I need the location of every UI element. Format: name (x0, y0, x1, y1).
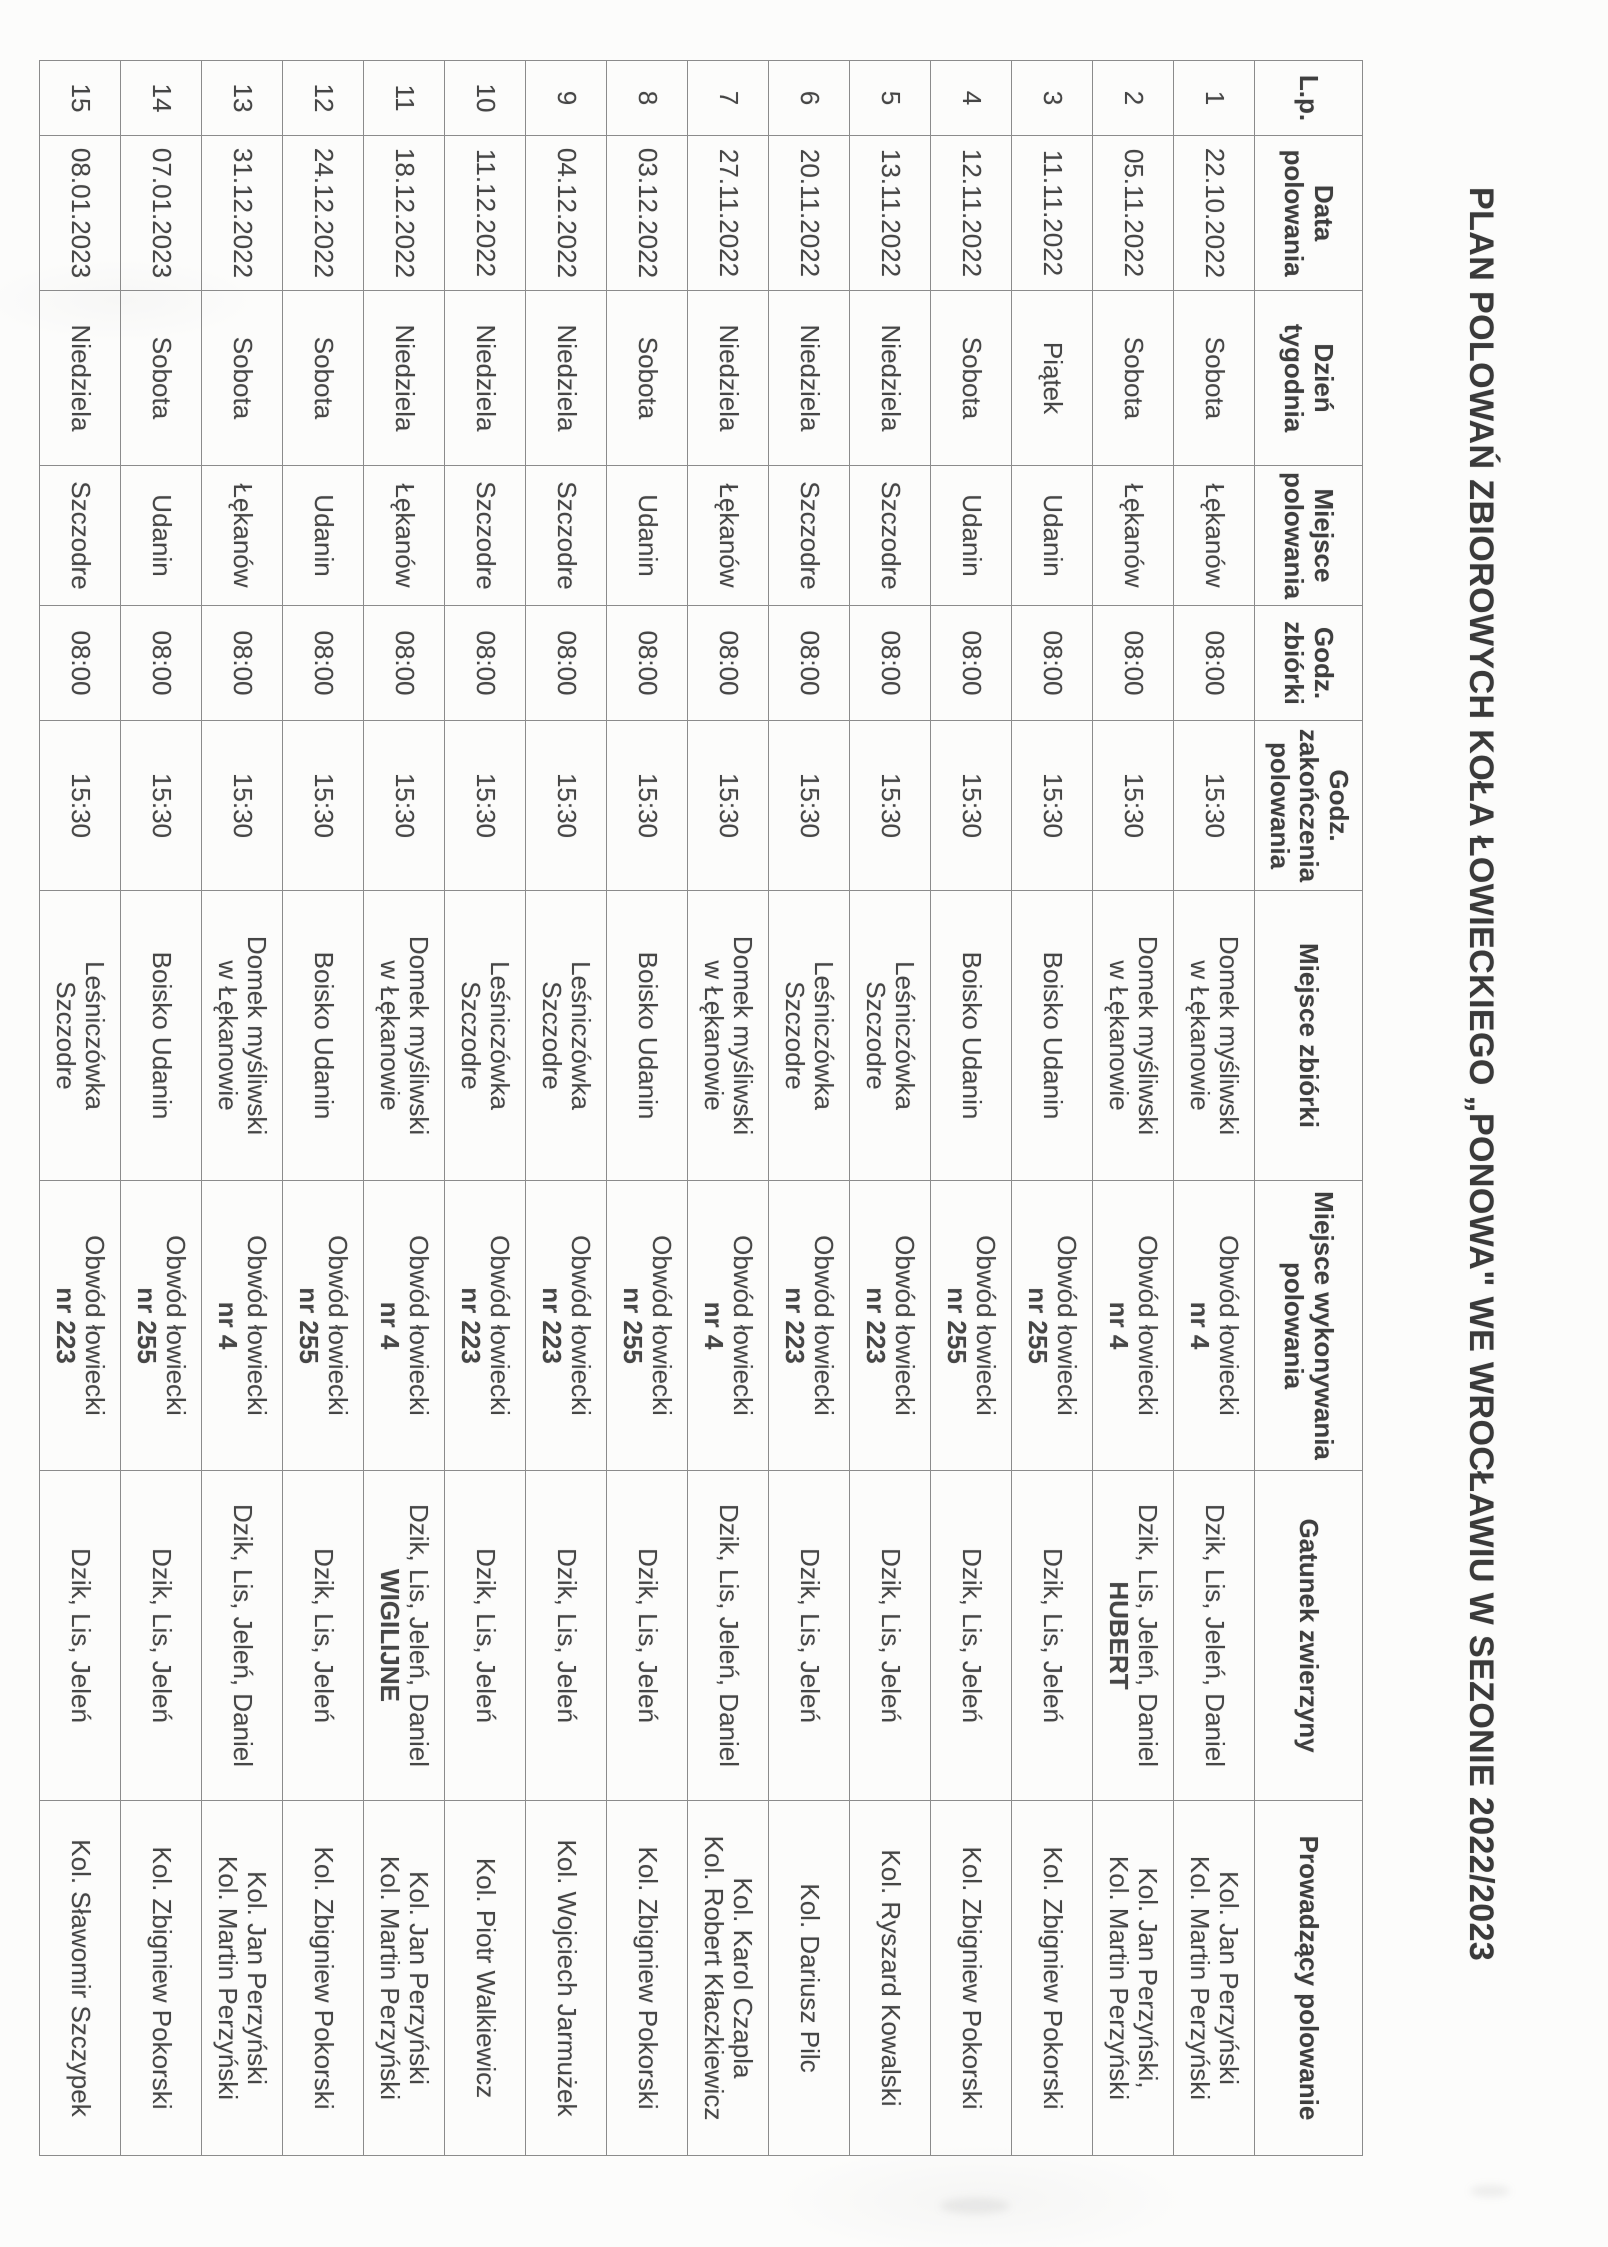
cell-date: 27.11.2022 (688, 136, 769, 291)
cell-meeting-place: Leśniczówka Szczodre (40, 891, 121, 1181)
cell-end-time: 15:30 (121, 721, 202, 891)
cell-date: 08.01.2023 (40, 136, 121, 291)
cell-lp: 13 (202, 61, 283, 136)
cell-place: Szczodre (850, 466, 931, 606)
bold-note: nr 4 (213, 1301, 243, 1350)
cell-day: Niedziela (364, 291, 445, 466)
cell-start-time: 08:00 (1012, 606, 1093, 721)
cell-hunting-area: Obwód łowiecki nr 223 (445, 1181, 526, 1471)
bold-note: nr 223 (51, 1287, 81, 1364)
cell-leaders: Kol. Zbigniew Pokorski (931, 1801, 1012, 2156)
cell-end-time: 15:30 (40, 721, 121, 891)
cell-date: 18.12.2022 (364, 136, 445, 291)
bold-note: HUBERT (1104, 1581, 1134, 1690)
table-row (364, 61, 445, 2156)
cell-start-time: 08:00 (202, 606, 283, 721)
cell-meeting-place: Leśniczówka Szczodre (526, 891, 607, 1181)
cell-place: Łękanów (688, 466, 769, 606)
cell-species: Dzik, Lis, Jeleń, Daniel (688, 1471, 769, 1801)
cell-leaders: Kol. Jan Perzyński Kol. Martin Perzyński (364, 1801, 445, 2156)
bold-note: nr 223 (456, 1287, 486, 1364)
bold-note: nr 4 (1185, 1301, 1215, 1350)
table-row (607, 61, 688, 2156)
bold-note: nr 4 (1104, 1301, 1134, 1350)
cell-place: Udanin (121, 466, 202, 606)
column-header-9: Prowadzący polowanie (1255, 1801, 1363, 2156)
column-header-3: Miejsce polowania (1255, 466, 1363, 606)
cell-meeting-place: Leśniczówka Szczodre (850, 891, 931, 1181)
cell-hunting-area: Obwód łowiecki nr 223 (40, 1181, 121, 1471)
cell-lp: 4 (931, 61, 1012, 136)
cell-end-time: 15:30 (607, 721, 688, 891)
cell-meeting-place: Domek myśliwski w Łękanowie (1093, 891, 1174, 1181)
document-title: PLAN POLOWAŃ ZBIOROWYCH KOŁA ŁOWIECKIEGO „PONOWA" WE WROCŁAWIU W SEZONIE 2022/2023 (1462, 187, 1500, 1962)
column-header-7: Miejsce wykonywania polowania (1255, 1181, 1363, 1471)
cell-date: 20.11.2022 (769, 136, 850, 291)
cell-species: Dzik, Lis, Jeleń (850, 1471, 931, 1801)
cell-start-time: 08:00 (850, 606, 931, 721)
cell-start-time: 08:00 (364, 606, 445, 721)
bold-note: nr 255 (942, 1287, 972, 1364)
cell-hunting-area: Obwód łowiecki nr 4 (202, 1181, 283, 1471)
cell-day: Niedziela (445, 291, 526, 466)
cell-leaders: Kol. Dariusz Pilc (769, 1801, 850, 2156)
bold-note: nr 255 (294, 1287, 324, 1364)
cell-place: Udanin (1012, 466, 1093, 606)
table-row (850, 61, 931, 2156)
hunting-plan-table (39, 60, 1363, 2156)
cell-species: Dzik, Lis, Jeleń, Daniel WIGILIJNE (364, 1471, 445, 1801)
cell-place: Udanin (607, 466, 688, 606)
cell-lp: 1 (1174, 61, 1255, 136)
cell-species: Dzik, Lis, Jeleń, Daniel (1174, 1471, 1255, 1801)
table-row (526, 61, 607, 2156)
cell-place: Łękanów (1093, 466, 1174, 606)
header-row (1255, 61, 1363, 2156)
cell-leaders: Kol. Ryszard Kowalski (850, 1801, 931, 2156)
cell-end-time: 15:30 (769, 721, 850, 891)
cell-date: 31.12.2022 (202, 136, 283, 291)
cell-start-time: 08:00 (688, 606, 769, 721)
bold-note: nr 255 (618, 1287, 648, 1364)
cell-end-time: 15:30 (1012, 721, 1093, 891)
bold-note: nr 223 (861, 1287, 891, 1364)
cell-leaders: Kol. Jan Perzyński, Kol. Martin Perzyński (1093, 1801, 1174, 2156)
cell-day: Sobota (931, 291, 1012, 466)
cell-meeting-place: Domek myśliwski w Łękanowie (1174, 891, 1255, 1181)
cell-hunting-area: Obwód łowiecki nr 4 (688, 1181, 769, 1471)
bold-note: nr 4 (375, 1301, 405, 1350)
scan-smudge (940, 2198, 1010, 2214)
cell-lp: 5 (850, 61, 931, 136)
cell-lp: 12 (283, 61, 364, 136)
cell-hunting-area: Obwód łowiecki nr 223 (850, 1181, 931, 1471)
cell-species: Dzik, Lis, Jeleń (526, 1471, 607, 1801)
cell-hunting-area: Obwód łowiecki nr 255 (931, 1181, 1012, 1471)
cell-start-time: 08:00 (526, 606, 607, 721)
table-row (202, 61, 283, 2156)
column-header-4: Godz. zbiórki (1255, 606, 1363, 721)
cell-hunting-area: Obwód łowiecki nr 255 (1012, 1181, 1093, 1471)
cell-hunting-area: Obwód łowiecki nr 4 (1093, 1181, 1174, 1471)
cell-day: Sobota (283, 291, 364, 466)
table-row (121, 61, 202, 2156)
cell-lp: 7 (688, 61, 769, 136)
cell-lp: 3 (1012, 61, 1093, 136)
cell-end-time: 15:30 (1093, 721, 1174, 891)
cell-hunting-area: Obwód łowiecki nr 255 (607, 1181, 688, 1471)
column-header-5: Godz. zakończenia polowania (1255, 721, 1363, 891)
cell-leaders: Kol. Piotr Walkiewicz (445, 1801, 526, 2156)
cell-date: 11.11.2022 (1012, 136, 1093, 291)
cell-lp: 11 (364, 61, 445, 136)
cell-lp: 8 (607, 61, 688, 136)
cell-place: Szczodre (40, 466, 121, 606)
cell-end-time: 15:30 (850, 721, 931, 891)
table-row (445, 61, 526, 2156)
cell-species: Dzik, Lis, Jeleń (769, 1471, 850, 1801)
table-row (1174, 61, 1255, 2156)
table-row (769, 61, 850, 2156)
table-row (1093, 61, 1174, 2156)
cell-leaders: Kol. Karol Czapla Kol. Robert Kłaczkiewicz (688, 1801, 769, 2156)
cell-leaders: Kol. Sławomir Szczypek (40, 1801, 121, 2156)
cell-place: Udanin (931, 466, 1012, 606)
cell-lp: 9 (526, 61, 607, 136)
table-row (931, 61, 1012, 2156)
cell-end-time: 15:30 (283, 721, 364, 891)
cell-start-time: 08:00 (445, 606, 526, 721)
cell-start-time: 08:00 (931, 606, 1012, 721)
cell-start-time: 08:00 (283, 606, 364, 721)
cell-date: 03.12.2022 (607, 136, 688, 291)
cell-end-time: 15:30 (1174, 721, 1255, 891)
column-header-6: Miejsce zbiórki (1255, 891, 1363, 1181)
cell-date: 05.11.2022 (1093, 136, 1174, 291)
cell-leaders: Kol. Zbigniew Pokorski (283, 1801, 364, 2156)
cell-place: Łękanów (202, 466, 283, 606)
cell-leaders: Kol. Zbigniew Pokorski (121, 1801, 202, 2156)
cell-day: Sobota (202, 291, 283, 466)
cell-start-time: 08:00 (121, 606, 202, 721)
cell-hunting-area: Obwód łowiecki nr 223 (526, 1181, 607, 1471)
cell-place: Szczodre (526, 466, 607, 606)
cell-end-time: 15:30 (445, 721, 526, 891)
column-header-0: L.p. (1255, 61, 1363, 136)
cell-start-time: 08:00 (607, 606, 688, 721)
bold-note: nr 4 (699, 1301, 729, 1350)
scan-smudge (1470, 2185, 1510, 2197)
column-header-8: Gatunek zwierzyny (1255, 1471, 1363, 1801)
cell-lp: 2 (1093, 61, 1174, 136)
cell-leaders: Kol. Jan Perzyński Kol. Martin Perzyński (202, 1801, 283, 2156)
cell-day: Niedziela (526, 291, 607, 466)
cell-hunting-area: Obwód łowiecki nr 223 (769, 1181, 850, 1471)
cell-place: Szczodre (445, 466, 526, 606)
cell-end-time: 15:30 (931, 721, 1012, 891)
cell-species: Dzik, Lis, Jeleń (121, 1471, 202, 1801)
cell-day: Niedziela (769, 291, 850, 466)
cell-meeting-place: Boisko Udanin (607, 891, 688, 1181)
cell-meeting-place: Leśniczówka Szczodre (769, 891, 850, 1181)
cell-end-time: 15:30 (202, 721, 283, 891)
cell-hunting-area: Obwód łowiecki nr 4 (1174, 1181, 1255, 1471)
cell-date: 13.11.2022 (850, 136, 931, 291)
cell-meeting-place: Boisko Udanin (1012, 891, 1093, 1181)
cell-start-time: 08:00 (1093, 606, 1174, 721)
cell-hunting-area: Obwód łowiecki nr 255 (283, 1181, 364, 1471)
cell-species: Dzik, Lis, Jeleń, Daniel (202, 1471, 283, 1801)
cell-start-time: 08:00 (1174, 606, 1255, 721)
bold-note: nr 223 (780, 1287, 810, 1364)
cell-day: Sobota (1093, 291, 1174, 466)
cell-day: Sobota (121, 291, 202, 466)
cell-hunting-area: Obwód łowiecki nr 255 (121, 1181, 202, 1471)
cell-date: 04.12.2022 (526, 136, 607, 291)
cell-date: 24.12.2022 (283, 136, 364, 291)
cell-place: Łękanów (1174, 466, 1255, 606)
cell-end-time: 15:30 (526, 721, 607, 891)
table-row (40, 61, 121, 2156)
bold-note: WIGILIJNE (375, 1569, 405, 1702)
cell-date: 12.11.2022 (931, 136, 1012, 291)
bold-note: nr 255 (1023, 1287, 1053, 1364)
bold-note: nr 223 (537, 1287, 567, 1364)
cell-day: Niedziela (850, 291, 931, 466)
column-header-2: Dzień tygodnia (1255, 291, 1363, 466)
cell-date: 11.12.2022 (445, 136, 526, 291)
cell-meeting-place: Domek myśliwski w Łękanowie (364, 891, 445, 1181)
table-row (1012, 61, 1093, 2156)
cell-leaders: Kol. Wojciech Jarmużek (526, 1801, 607, 2156)
cell-day: Sobota (1174, 291, 1255, 466)
cell-lp: 15 (40, 61, 121, 136)
cell-lp: 6 (769, 61, 850, 136)
cell-end-time: 15:30 (364, 721, 445, 891)
cell-lp: 14 (121, 61, 202, 136)
cell-lp: 10 (445, 61, 526, 136)
cell-day: Niedziela (40, 291, 121, 466)
table-row (688, 61, 769, 2156)
cell-place: Udanin (283, 466, 364, 606)
cell-species: Dzik, Lis, Jeleń (607, 1471, 688, 1801)
cell-meeting-place: Boisko Udanin (283, 891, 364, 1181)
cell-meeting-place: Leśniczówka Szczodre (445, 891, 526, 1181)
cell-place: Łękanów (364, 466, 445, 606)
cell-species: Dzik, Lis, Jeleń (40, 1471, 121, 1801)
cell-start-time: 08:00 (40, 606, 121, 721)
cell-day: Piątek (1012, 291, 1093, 466)
cell-place: Szczodre (769, 466, 850, 606)
cell-leaders: Kol. Zbigniew Pokorski (607, 1801, 688, 2156)
cell-hunting-area: Obwód łowiecki nr 4 (364, 1181, 445, 1471)
bold-note: nr 255 (132, 1287, 162, 1364)
cell-species: Dzik, Lis, Jeleń (1012, 1471, 1093, 1801)
cell-species: Dzik, Lis, Jeleń (445, 1471, 526, 1801)
cell-leaders: Kol. Zbigniew Pokorski (1012, 1801, 1093, 2156)
column-header-1: Data polowania (1255, 136, 1363, 291)
cell-start-time: 08:00 (769, 606, 850, 721)
cell-day: Sobota (607, 291, 688, 466)
cell-meeting-place: Domek myśliwski w Łękanowie (202, 891, 283, 1181)
cell-species: Dzik, Lis, Jeleń (931, 1471, 1012, 1801)
cell-date: 07.01.2023 (121, 136, 202, 291)
cell-end-time: 15:30 (688, 721, 769, 891)
cell-species: Dzik, Lis, Jeleń, Daniel HUBERT (1093, 1471, 1174, 1801)
cell-date: 22.10.2022 (1174, 136, 1255, 291)
cell-species: Dzik, Lis, Jeleń (283, 1471, 364, 1801)
cell-day: Niedziela (688, 291, 769, 466)
cell-meeting-place: Boisko Udanin (931, 891, 1012, 1181)
cell-leaders: Kol. Jan Perzyński Kol. Martin Perzyński (1174, 1801, 1255, 2156)
table-row (283, 61, 364, 2156)
cell-meeting-place: Domek myśliwski w Łękanowie (688, 891, 769, 1181)
cell-meeting-place: Boisko Udanin (121, 891, 202, 1181)
